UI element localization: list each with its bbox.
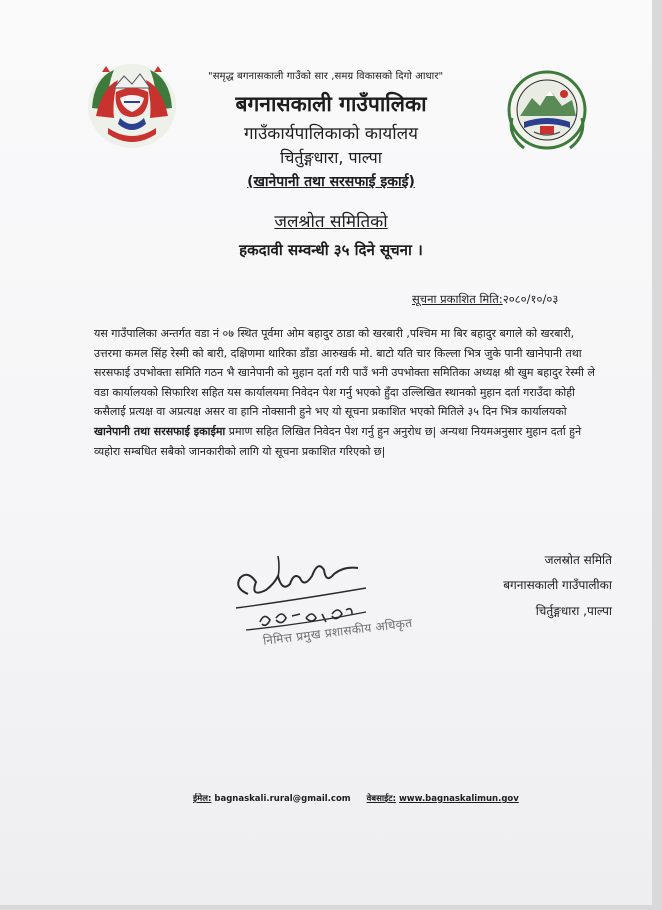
org-name: बगनासकाली गाउँपालिका: [235, 92, 427, 116]
signatory-location: चिर्तुङ्गधारा ,पाल्पा: [535, 604, 612, 618]
publish-date-value: २०८०/१०/०३: [502, 292, 559, 306]
email-label: ईमेल:: [193, 794, 212, 804]
notice-body-bold: खानेपानी तथा सरसफाई इकाईमा: [94, 424, 226, 438]
notice-body-part2: प्रमाण सहित लिखित निवेदन पेश गर्नु हुन अनुरोध छ| अन्यथा नियमअनुसार मुहान दर्ता हुने व्यहोरा सम्बधित सबैको जानकारीको लागि यो सूचना प्रकाशित गरिएको छ|: [94, 424, 582, 458]
unit-name: (खानेपानी तथा सरसफाई इकाई): [247, 174, 415, 190]
website-link[interactable]: www.bagnaskalimun.gov: [398, 794, 519, 804]
signatory-committee: जलस्रोत समिति: [544, 553, 612, 567]
notice-body: [94, 324, 601, 461]
publish-date: [412, 292, 558, 307]
signatory-municipality: बगनासकाली गाउँपालीका: [503, 578, 612, 592]
website-label: वेबसाईट:: [366, 794, 396, 804]
publish-date-label: सूचना प्रकाशित मिति:: [412, 292, 503, 306]
notice-subheading: हकदावी सम्वन्धी ३५ दिने सूचना ।: [239, 241, 423, 259]
office-name: गाउँकार्यपालिकाको कार्यालय: [243, 124, 419, 144]
notice-body-part1: यस गाउँपालिका अन्तर्गत वडा नं ०७ स्थित पूर्वमा ओम बहादुर ठाडा को खरबारी ,पश्चिम मा बिर बहादुर बगाले को खरबारी, उत्तरमा कमल सिंह रेस्मी को बारी, दक्षिणमा थारिका डाँडा आरुखर्क मो. बाटो यति चार किल्ला भित्र जुके पानी खानेपानी तथा सरसफाई उपभोक्ता समिति गठन भै खानेपानी को मुहान दर्ता गरी पाउँ भनी उपभोक्ता समितिका अध्यक्ष श्री खुम बहादुर रेस्मी ले वडा कार्यालयको सिफारिश सहित यस कार्यालयमा निवेदन पेश गर्नु भएको हुँदा उल्लिखित स्थानको मुहान दर्ता गराउँदा कोही कसैलाई प्रत्यक्ष वा अप्रत्यक्ष असर वा हानि नोक्सानी हुने भए यो सूचना प्रकाशित भएको मितिले ३५ दिन भित्र कार्यालयको: [94, 327, 595, 419]
email-link[interactable]: bagnaskali.rural@gmail.com: [214, 794, 351, 804]
office-location: चिर्तुङ्गधारा, पाल्पा: [280, 148, 382, 167]
contact-footer: [193, 793, 519, 804]
notice-heading: जलश्रोत समितिको: [274, 212, 388, 232]
motto: "समृद्ध बगनासकाली गाउँको सार ,समग्र विकासको दिगो आधार": [208, 71, 444, 82]
official-stamp: निमित्त प्रमुख प्रशासकीय अधिकृत: [262, 615, 414, 648]
